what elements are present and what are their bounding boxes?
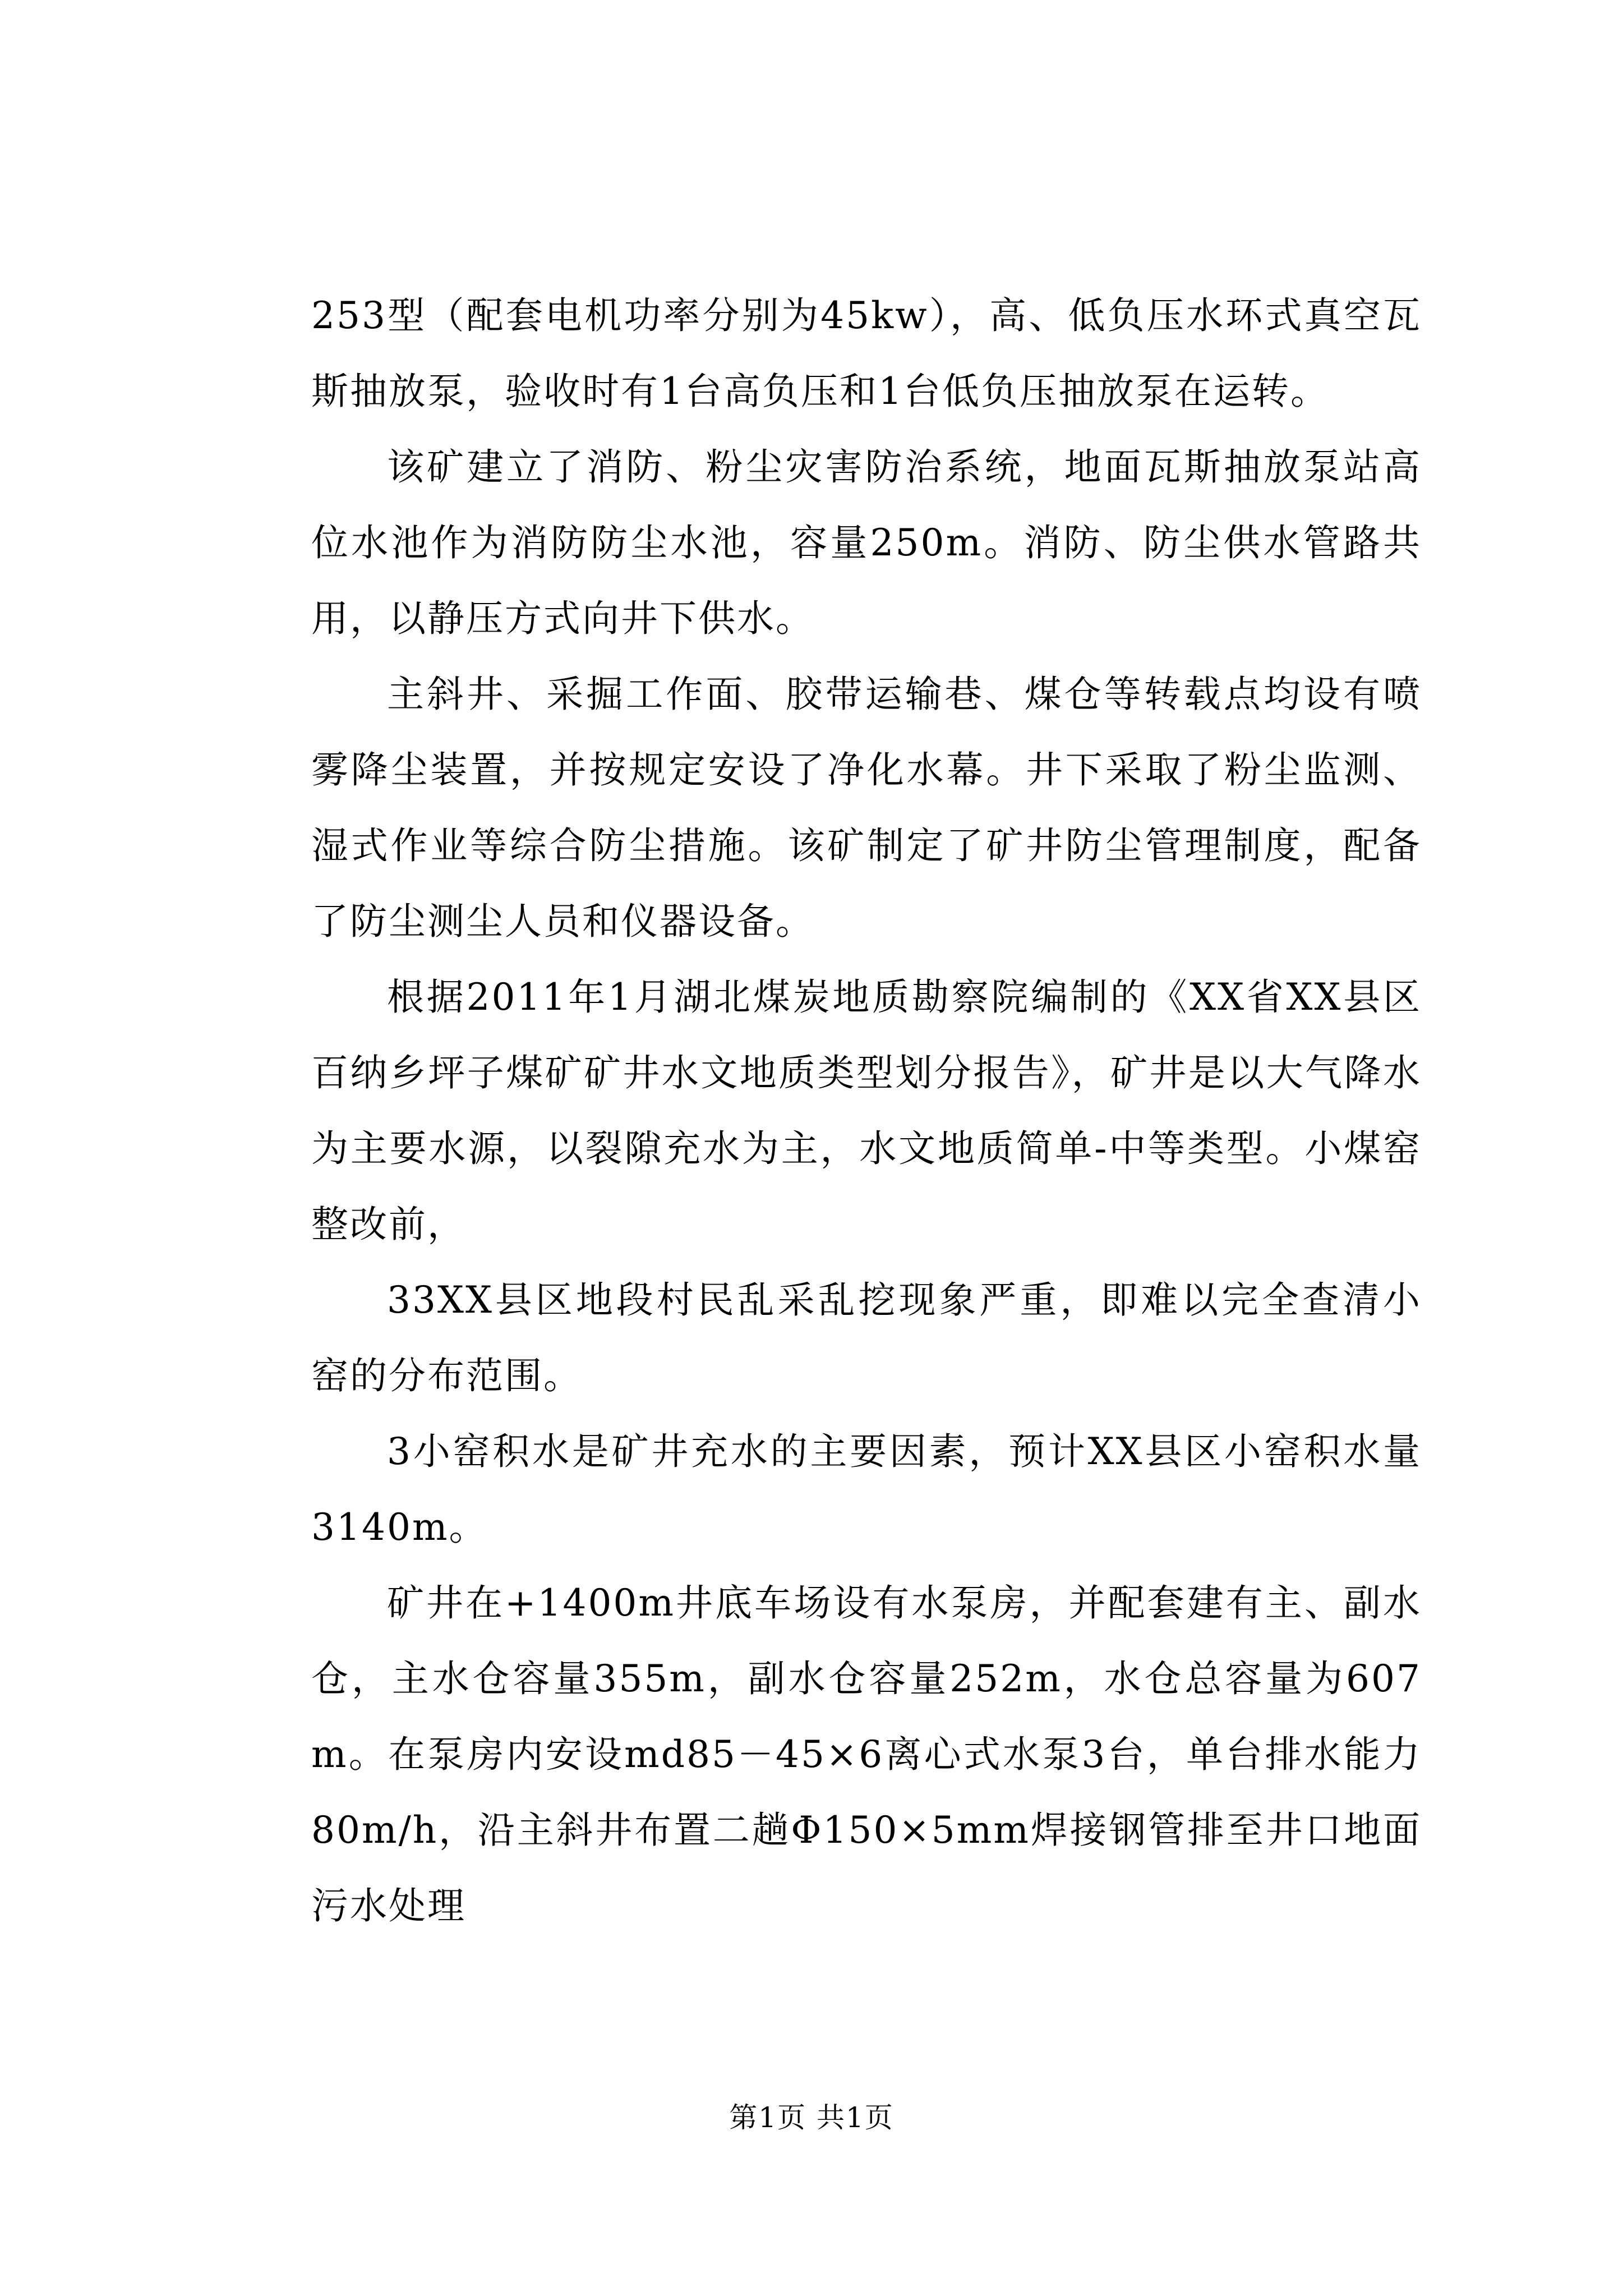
paragraph-6: 3小窑积水是矿井充水的主要因素，预计XX县区小窑积水量3140m。: [311, 1430, 1422, 1549]
paragraph-4: 根据2011年1月湖北煤炭地质勘察院编制的《XX省XX县区百纳乡坪子煤矿矿井水文地质类型划分报告》，矿井是以大气降水为主要水源，以裂隙充水为主，水文地质简单-中等类型。小煤窑整改前，: [311, 976, 1422, 1246]
document-body: [311, 278, 1422, 1944]
page-footer: 第1页 共1页: [729, 2101, 894, 2134]
paragraph-5: 33XX县区地段村民乱采乱挖现象严重，即难以完全查清小窑的分布范围。: [311, 1278, 1422, 1397]
paragraph-7: 矿井在+1400m井底车场设有水泵房，并配套建有主、副水仓，主水仓容量355m，副水仓容量252m，水仓总容量为607m。在泵房内安设md85－45×6离心式水泵3台，单台排水能力80m/h，沿主斜井布置二趟Φ150×5mm焊接钢管排至井口地面污水处理: [311, 1581, 1422, 1927]
paragraph-3: 主斜井、采掘工作面、胶带运输巷、煤仓等转载点均设有喷雾降尘装置，并按规定安设了净化水幕。井下采取了粉尘监测、湿式作业等综合防尘措施。该矿制定了矿井防尘管理制度，配备了防尘测尘人员和仪器设备。: [311, 673, 1422, 943]
paragraph-2: 该矿建立了消防、粉尘灾害防治系统，地面瓦斯抽放泵站高位水池作为消防防尘水池，容量250m。消防、防尘供水管路共用，以静压方式向井下供水。: [311, 445, 1422, 640]
paragraph-1: 253型（配套电机功率分别为45kw），高、低负压水环式真空瓦斯抽放泵，验收时有1台高负压和1台低负压抽放泵在运转。: [311, 294, 1422, 413]
